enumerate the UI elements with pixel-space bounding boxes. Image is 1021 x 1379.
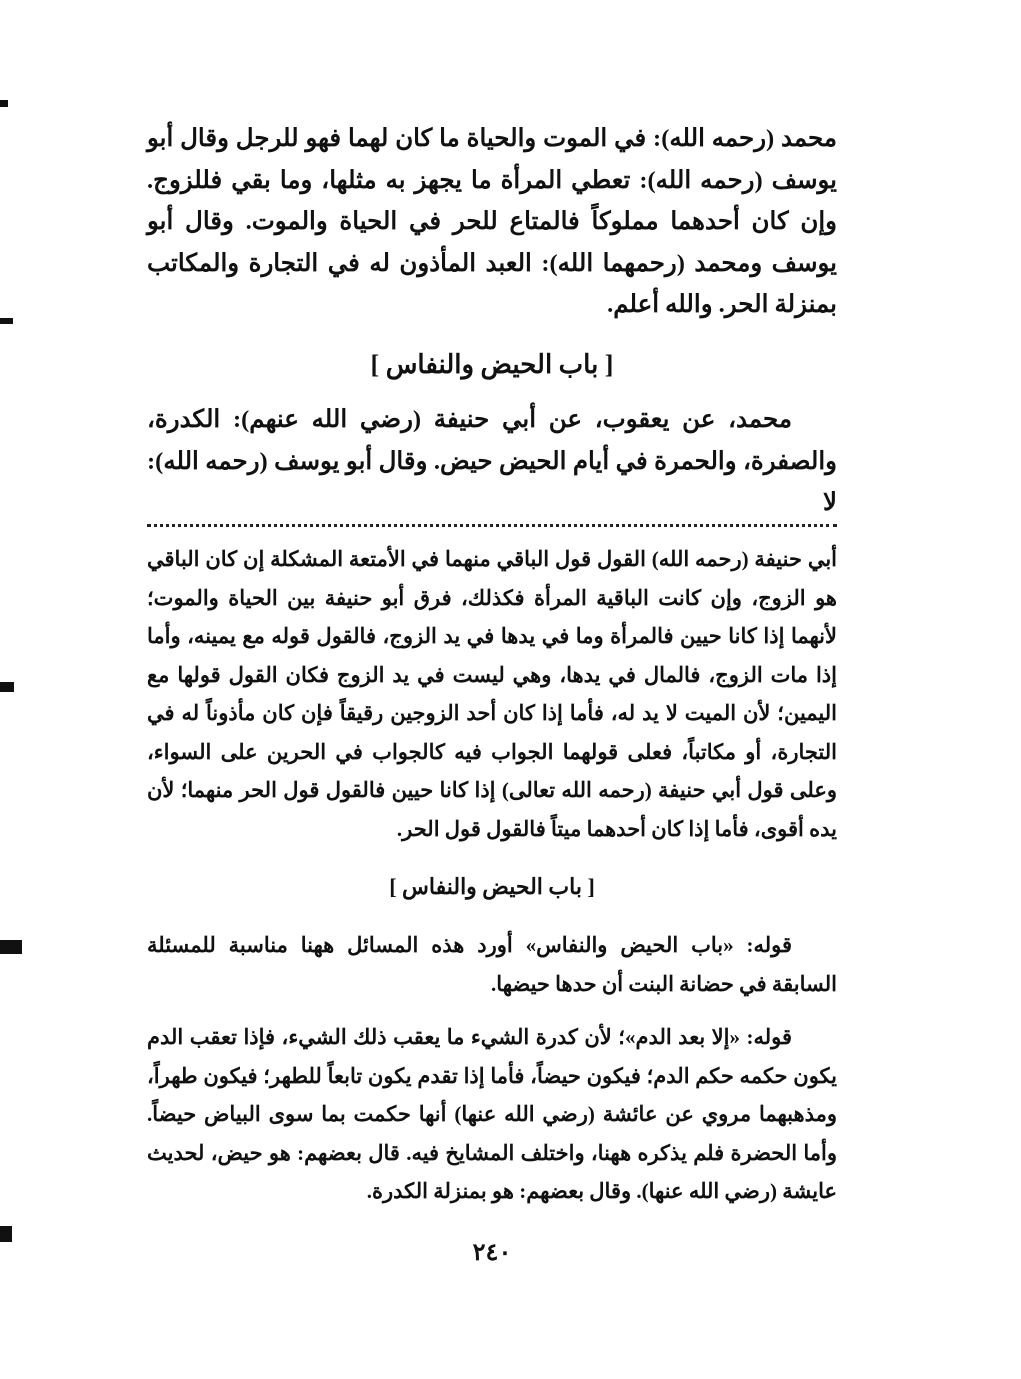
commentary-heading: [ باب الحيض والنفاس ] [389, 874, 595, 899]
chapter-heading: [ باب الحيض والنفاس ] [370, 350, 614, 379]
commentary-block [147, 540, 837, 848]
main-paragraph: محمد، عن يعقوب، عن أبي حنيفة (رضي الله عنهم): الكدرة، والصفرة، والحمرة في أيام الحيض حيض. وقال أبو يوسف (رحمه الله): لا [147, 406, 837, 516]
main-text-block [147, 118, 837, 326]
commentary-block [147, 926, 837, 1003]
scan-mark [0, 318, 13, 324]
scan-mark [0, 940, 22, 954]
scan-mark [0, 100, 8, 107]
scan-mark [0, 1226, 12, 1242]
scan-mark [0, 682, 14, 692]
commentary-paragraph: قوله: «باب الحيض والنفاس» أورد هذه المسائل ههنا مناسبة للمسئلة السابقة في حضانة البنت أن حدها حيضها. [147, 933, 837, 996]
main-text-block [147, 399, 837, 524]
commentary-paragraph: قوله: «إلا بعد الدم»؛ لأن كدرة الشيء ما يعقب ذلك الشيء، فإذا تعقب الدم يكون حكمه حكم الدم؛ فيكون حيضاً، فأما إذا تقدم يكون تابعاً للطهر؛ فيكون طهراً، ومذهبهما مروي عن عائشة (رضي الله عنها) أنها حكمت بما سوى البياض حيضاً. وأما الحضرة فلم يذكره ههنا، واختلف المشايخ فيه. قال بعضهم: هو حيض، لحديث عايشة (رضي الله عنها). وقال بعضهم: هو بمنزلة الكدرة. [147, 1025, 837, 1203]
page-number: ٢٤٠ [472, 1240, 512, 1266]
commentary-block [147, 1018, 837, 1211]
footnote-separator [147, 518, 837, 527]
main-paragraph: محمد (رحمه الله): في الموت والحياة ما كان لهما فهو للرجل وقال أبو يوسف (رحمه الله): تعطي المرأة ما يجهز به مثلها، وما بقي فللزوج. وإن كان أحدهما مملوكاً فالمتاع للحر في الحياة والموت. وقال أبو يوسف ومحمد (رحمهما الله): العبد المأذون له في التجارة والمكاتب بمنزلة الحر. والله أعلم. [147, 125, 837, 318]
commentary-paragraph: أبي حنيفة (رحمه الله) القول قول الباقي منهما في الأمتعة المشكلة إن كان الباقي هو الزوج، وإن كانت الباقية المرأة فكذلك، فرق أبو حنيفة بين الحياة والموت؛ لأنهما إذا كانا حيين فالمرأة وما في يدها في يد الزوج، فالقول قوله مع يمينه، وأما إذا مات الزوج، فالمال في يدها، وهي ليست في يد الزوج فكان القول قولها مع اليمين؛ لأن الميت لا يد له، فأما إذا كان أحد الزوجين رقيقاً فإن كان مأذوناً له في التجارة، أو مكاتباً، فعلى قولهما الجواب فيه كالجواب في الحرين على السواء، وعلى قول أبي حنيفة (رحمه الله تعالى) إذا كانا حيين فالقول قول الحر منهما؛ لأن يده أقوى، فأما إذا كان أحدهما ميتاً فالقول قول الحر. [147, 547, 838, 841]
